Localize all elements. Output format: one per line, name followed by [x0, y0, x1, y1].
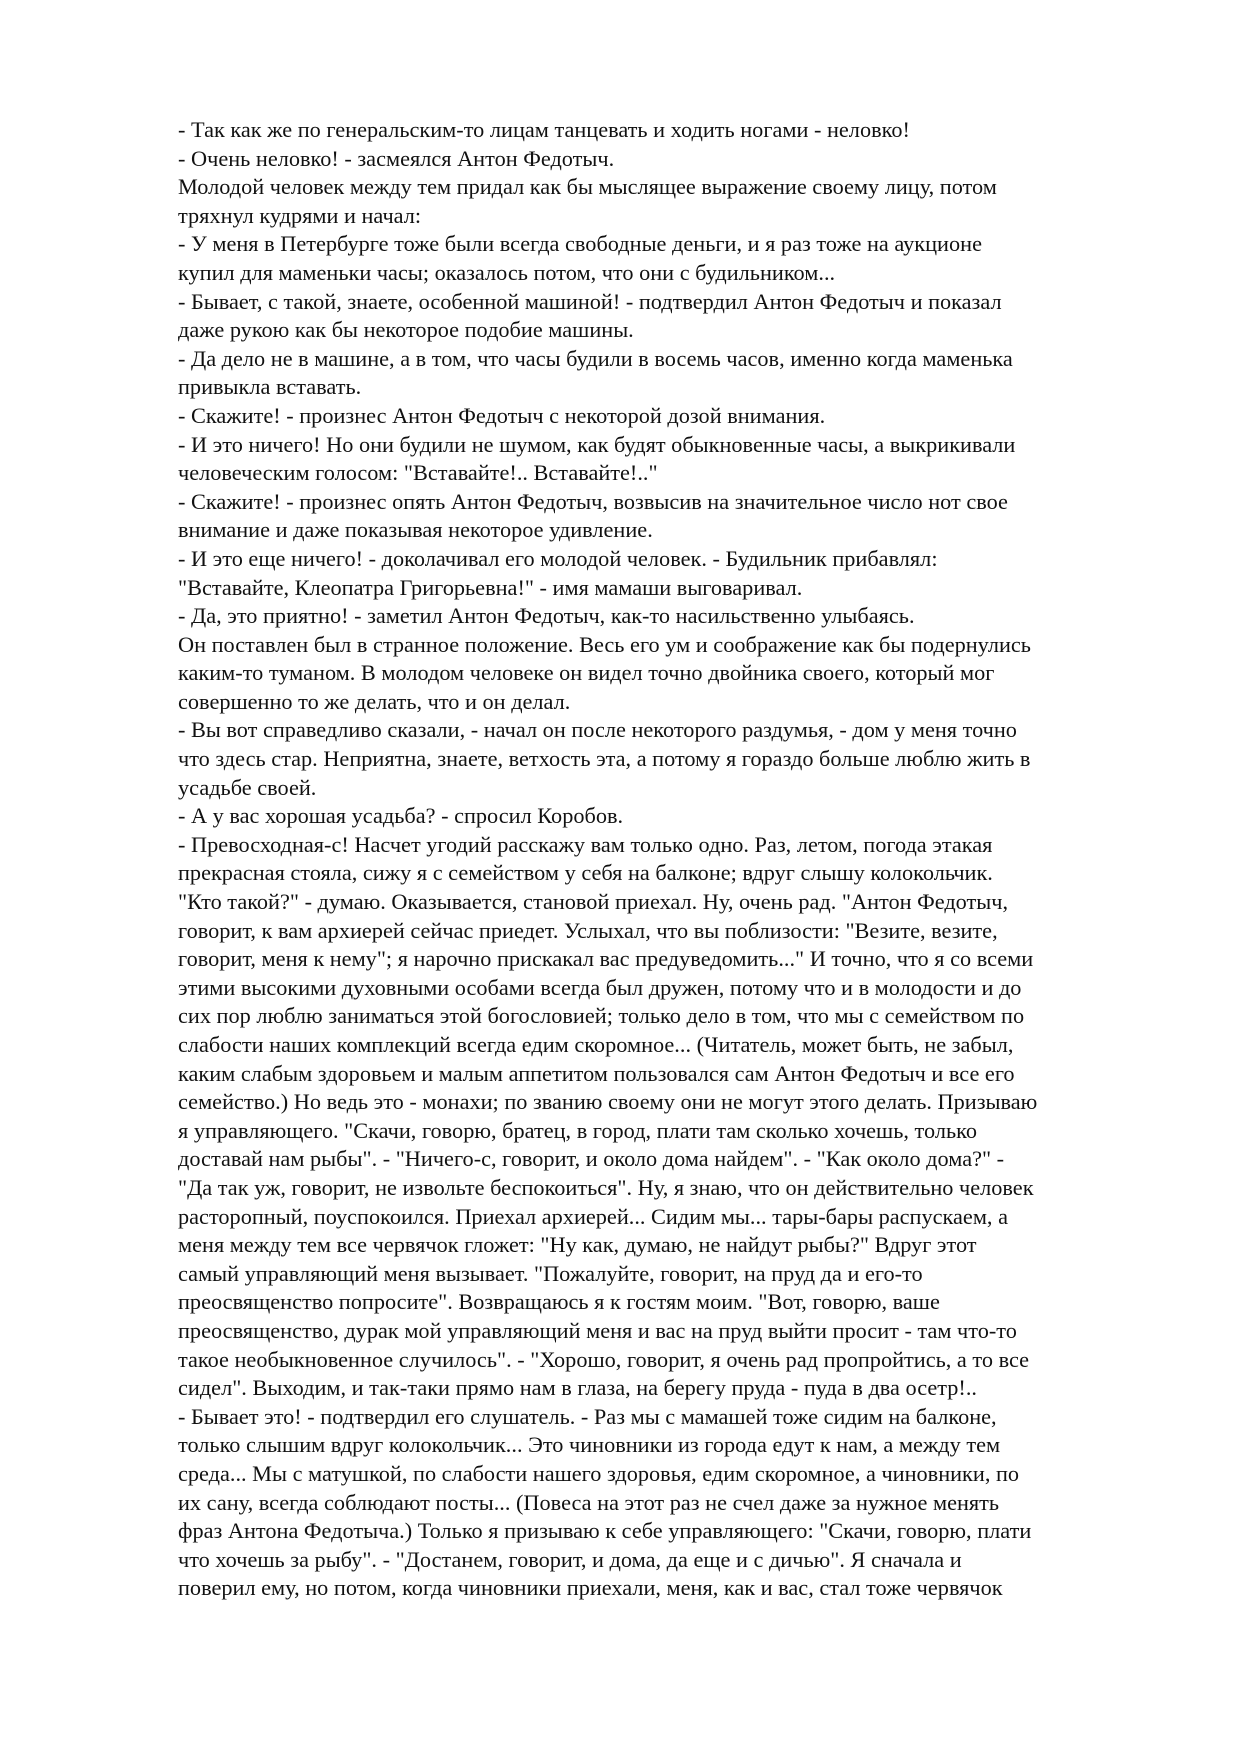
text-line: - У меня в Петербурге тоже были всегда свободные деньги, и я раз тоже на аукционе: [178, 231, 982, 257]
text-line: - Да, это приятно! - заметил Антон Федотыч, как-то насильственно улыбаясь.: [178, 603, 915, 629]
text-line: Он поставлен был в странное положение. Весь его ум и соображение как бы подернулись: [178, 631, 1031, 657]
text-line: привыкла вставать.: [178, 374, 362, 400]
text-line: "Да так уж, говорит, не извольте беспокоиться". Ну, я знаю, что он действительно человек: [178, 1174, 1034, 1200]
text-line: преосвященство, дурак мой управляющий меня и вас на пруд выйти просит - там что-то: [178, 1317, 1017, 1343]
text-line: я управляющего. "Скачи, говорю, братец, в город, плати там сколько хочешь, только: [178, 1117, 977, 1143]
text-line: - Очень неловко! - засмеялся Антон Федотыч.: [178, 145, 615, 171]
text-line: говорит, к вам архиерей сейчас приедет. Услыхал, что вы поблизости: "Везите, везите,: [178, 917, 998, 943]
text-line: "Кто такой?" - думаю. Оказывается, становой приехал. Ну, очень рад. "Антон Федотыч,: [178, 889, 1009, 915]
text-line: - И это ничего! Но они будили не шумом, как будят обыкновенные часы, а выкрикивали: [178, 431, 1016, 457]
text-line: - Да дело не в машине, а в том, что часы будили в восемь часов, именно когда маменька: [178, 345, 1013, 371]
text-line: что здесь стар. Неприятна, знаете, ветхость эта, а потому я гораздо больше люблю жить в: [178, 746, 1031, 772]
text-line: даже рукою как бы некоторое подобие машины.: [178, 317, 634, 343]
body-text: [178, 116, 1158, 1603]
text-line: - Так как же по генеральским-то лицам танцевать и ходить ногами - неловко!: [178, 117, 910, 142]
text-line: говорит, меня к нему"; я нарочно прискакал вас предуведомить..." И точно, что я со всеми: [178, 946, 1034, 972]
text-line: слабости наших комплекций всегда едим скоромное... (Читатель, может быть, не забыл,: [178, 1032, 1014, 1057]
text-line: - И это еще ничего! - доколачивал его молодой человек. - Будильник прибавлял:: [178, 545, 938, 571]
text-line: прекрасная стояла, сижу я с семейством у себя на балконе; вдруг слышу колокольчик.: [178, 860, 993, 886]
text-line: такое необыкновенное случилось". - "Хорошо, говорит, я очень рад пропройтись, а то все: [178, 1346, 1030, 1372]
text-line: самый управляющий меня вызывает. "Пожалуйте, говорит, на пруд да и его-то: [178, 1260, 923, 1286]
text-line: что хочешь за рыбу". - "Достанем, говорит, и дома, да еще и с дичью". Я сначала и: [178, 1546, 962, 1572]
text-line: человеческим голосом: "Вставайте!.. Вставайте!..": [178, 460, 658, 486]
text-line: - Скажите! - произнес опять Антон Федотыч, возвысив на значительное число нот свое: [178, 488, 1008, 514]
text-line: "Вставайте, Клеопатра Григорьевна!" - имя мамаши выговаривал.: [178, 574, 803, 600]
text-line: Молодой человек между тем придал как бы мыслящее выражение своему лицу, потом: [178, 174, 997, 200]
text-line: среда... Мы с матушкой, по слабости нашего здоровья, едим скоромное, а чиновники, по: [178, 1460, 1020, 1486]
text-line: поверил ему, но потом, когда чиновники приехали, меня, как и вас, стал тоже червячок: [178, 1575, 1003, 1601]
text-line: меня между тем все червячок гложет: "Ну как, думаю, не найдут рыбы?" Вдруг этот: [178, 1232, 977, 1258]
text-line: - Бывает это! - подтвердил его слушатель. - Раз мы с мамашей тоже сидим на балконе,: [178, 1403, 997, 1429]
text-line: только слышим вдруг колокольчик... Это чиновники из города едут к нам, а между тем: [178, 1432, 1001, 1458]
text-line: сих пор люблю заниматься этой богословией; только дело в том, что мы с семейством по: [178, 1003, 1025, 1029]
text-line: их сану, всегда соблюдают посты... (Повеса на этот раз не счел даже за нужное менять: [178, 1489, 1000, 1515]
text-line: каким-то туманом. В молодом человеке он видел точно двойника своего, который мог: [178, 660, 995, 686]
text-line: - Скажите! - произнес Антон Федотыч с некоторой дозой внимания.: [178, 402, 826, 428]
text-line: фраз Антона Федотыча.) Только я призываю к себе управляющего: "Скачи, говорю, плати: [178, 1518, 1032, 1544]
text-line: - Вы вот справедливо сказали, - начал он после некоторого раздумья, - дом у меня точно: [178, 717, 1017, 743]
text-line: расторопный, поуспокоился. Приехал архиерей... Сидим мы... тары-бары распускаем, а: [178, 1203, 1008, 1229]
text-line: усадьбе своей.: [178, 774, 317, 800]
text-line: совершенно то же делать, что и он делал.: [178, 688, 571, 714]
text-line: - Превосходная-с! Насчет угодий расскажу вам только одно. Раз, летом, погода этакая: [178, 831, 993, 857]
text-line: доставай нам рыбы". - "Ничего-с, говорит, и около дома найдем". - "Как около дома?" -: [178, 1146, 1005, 1172]
text-line: тряхнул кудрями и начал:: [178, 202, 422, 228]
text-line: внимание и даже показывая некоторое удивление.: [178, 517, 653, 543]
text-line: сидел". Выходим, и так-таки прямо нам в глаза, на берегу пруда - пуда в два осетр!..: [178, 1375, 977, 1401]
text-line: - А у вас хорошая усадьба? - спросил Коробов.: [178, 803, 624, 829]
text-line: семейство.) Но ведь это - монахи; по званию своему они не могут этого делать. Призываю: [178, 1089, 1038, 1115]
text-line: каким слабым здоровьем и малым аппетитом пользовался сам Антон Федотыч и все его: [178, 1060, 1015, 1086]
text-line: - Бывает, с такой, знаете, особенной машиной! - подтвердил Антон Федотыч и показал: [178, 288, 1002, 314]
text-line: этими высокими духовными особами всегда был дружен, потому что и в молодости и до: [178, 974, 1022, 1000]
text-line: преосвященство попросите". Возвращаюсь я к гостям моим. "Вот, говорю, ваше: [178, 1289, 940, 1315]
text-line: купил для маменьки часы; оказалось потом, что они с будильником...: [178, 259, 836, 285]
